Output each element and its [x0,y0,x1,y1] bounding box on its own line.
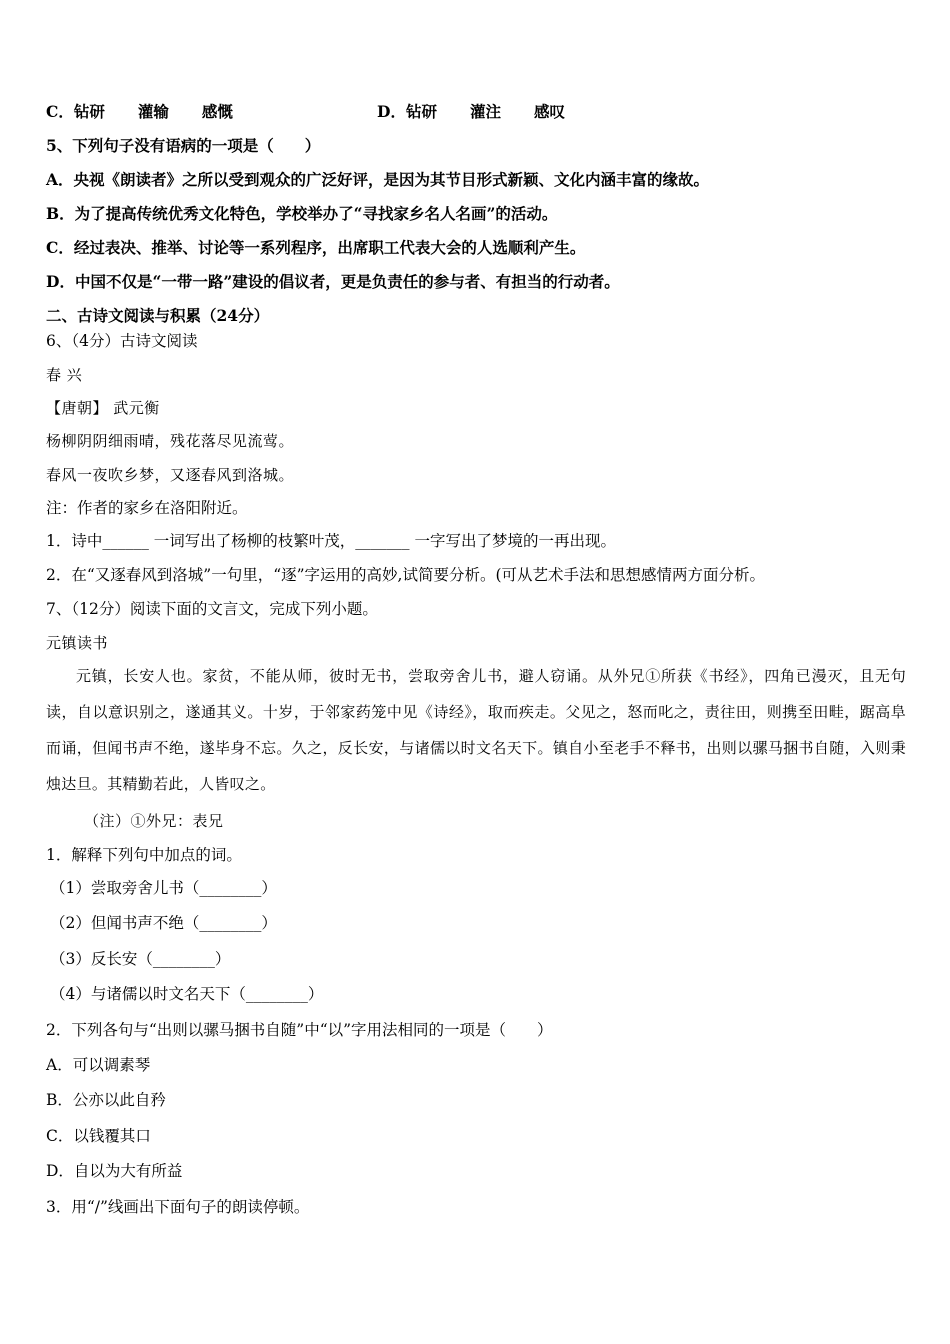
passage-title: 元镇读书 [46,634,109,652]
q7-sub1: 1．解释下列句中加点的词。 [46,846,242,864]
q7-sub1-item: （4）与诸儒以时文名天下（________） [50,985,324,1003]
q4-option-c-word2: 灌输 [137,102,169,121]
q5-option-d: D．中国不仅是“一带一路”建设的倡议者，更是负责任的参与者、有担当的行动者。 [46,272,620,291]
poem-title: 春 兴 [46,366,83,384]
q7-sub2: 2．下列各句与“出则以骡马捆书自随”中“以”字用法相同的一项是（ ） [46,1021,553,1039]
passage-footnote: （注）①外兄：表兄 [84,812,224,830]
section-heading: 二、古诗文阅读与积累（24分） [46,306,270,325]
q4-option-d [377,102,565,122]
q5-option-c: C．经过表决、推举、讨论等一系列程序，出席职工代表大会的人选顺利产生。 [46,238,586,257]
q4-option-d-word2: 灌注 [469,102,501,121]
q4-option-c-label: C．钻研 [46,102,105,121]
q5-stem: 5、下列句子没有语病的一项是（ ） [46,136,321,155]
q4-option-c [46,102,233,122]
q6-sub1: 1．诗中______ 一词写出了杨柳的枝繁叶茂，_______ 一字写出了梦境的一再出现。 [46,532,616,550]
q4-option-d-word3: 感叹 [533,102,565,121]
q4-option-d-label: D．钻研 [377,102,437,121]
q5-option-b: B．为了提高传统优秀文化特色，学校举办了“寻找家乡名人名画”的活动。 [46,204,558,223]
poem-author: 【唐朝】 武元衡 [46,399,160,417]
q6-stem: 6、（4分）古诗文阅读 [46,332,198,350]
q5-option-a: A．央视《朗读者》之所以受到观众的广泛好评，是因为其节目形式新颖、文化内涵丰富的缘故。 [46,170,710,189]
q7-sub1-item: （3）反长安（________） [50,950,231,968]
poem-line-1: 杨柳阴阴细雨晴，残花落尽见流莺。 [46,432,295,450]
q7-sub2-option: A．可以调素琴 [46,1056,151,1074]
q7-sub1-item: （2）但闻书声不绝（________） [50,914,277,932]
q7-sub2-option: B．公亦以此自矜 [46,1091,166,1109]
q6-sub2: 2．在“又逐春风到洛城”一句里，“逐”字运用的高妙,试简要分析。(可从艺术手法和思想感情两方面分析。 [46,566,766,584]
q7-stem: 7、（12分）阅读下面的文言文，完成下列小题。 [46,600,378,618]
q7-sub2-option: C．以钱覆其口 [46,1127,151,1145]
q4-option-c-word3: 感慨 [201,102,233,121]
q7-sub3: 3．用“/”线画出下面句子的朗读停顿。 [46,1198,310,1216]
q7-sub1-item: （1）尝取旁舍儿书（________） [50,879,277,897]
poem-line-2: 春风一夜吹乡梦，又逐春风到洛城。 [46,466,295,484]
passage-body: 元镇，长安人也。家贫，不能从师，彼时无书，尝取旁舍儿书，避人窃诵。从外兄①所获《书经》，四角已漫灭，且无句读，自以意识别之，遂通其义。十岁，于邻家药笼中见《诗经》，取而疾走。父见之，怒而叱之，责往田，则携至田畦，踞高阜而诵，但闻书声不绝，遂毕身不忘。久之，反长安，与诸儒以时文名天下。镇自小至老手不释书，出则以骡马捆书自随，入则秉烛达旦。其精勤若此，人皆叹之。 [46,667,906,793]
q7-sub2-option: D．自以为大有所益 [46,1162,183,1180]
poem-note: 注：作者的家乡在洛阳附近。 [46,499,248,517]
